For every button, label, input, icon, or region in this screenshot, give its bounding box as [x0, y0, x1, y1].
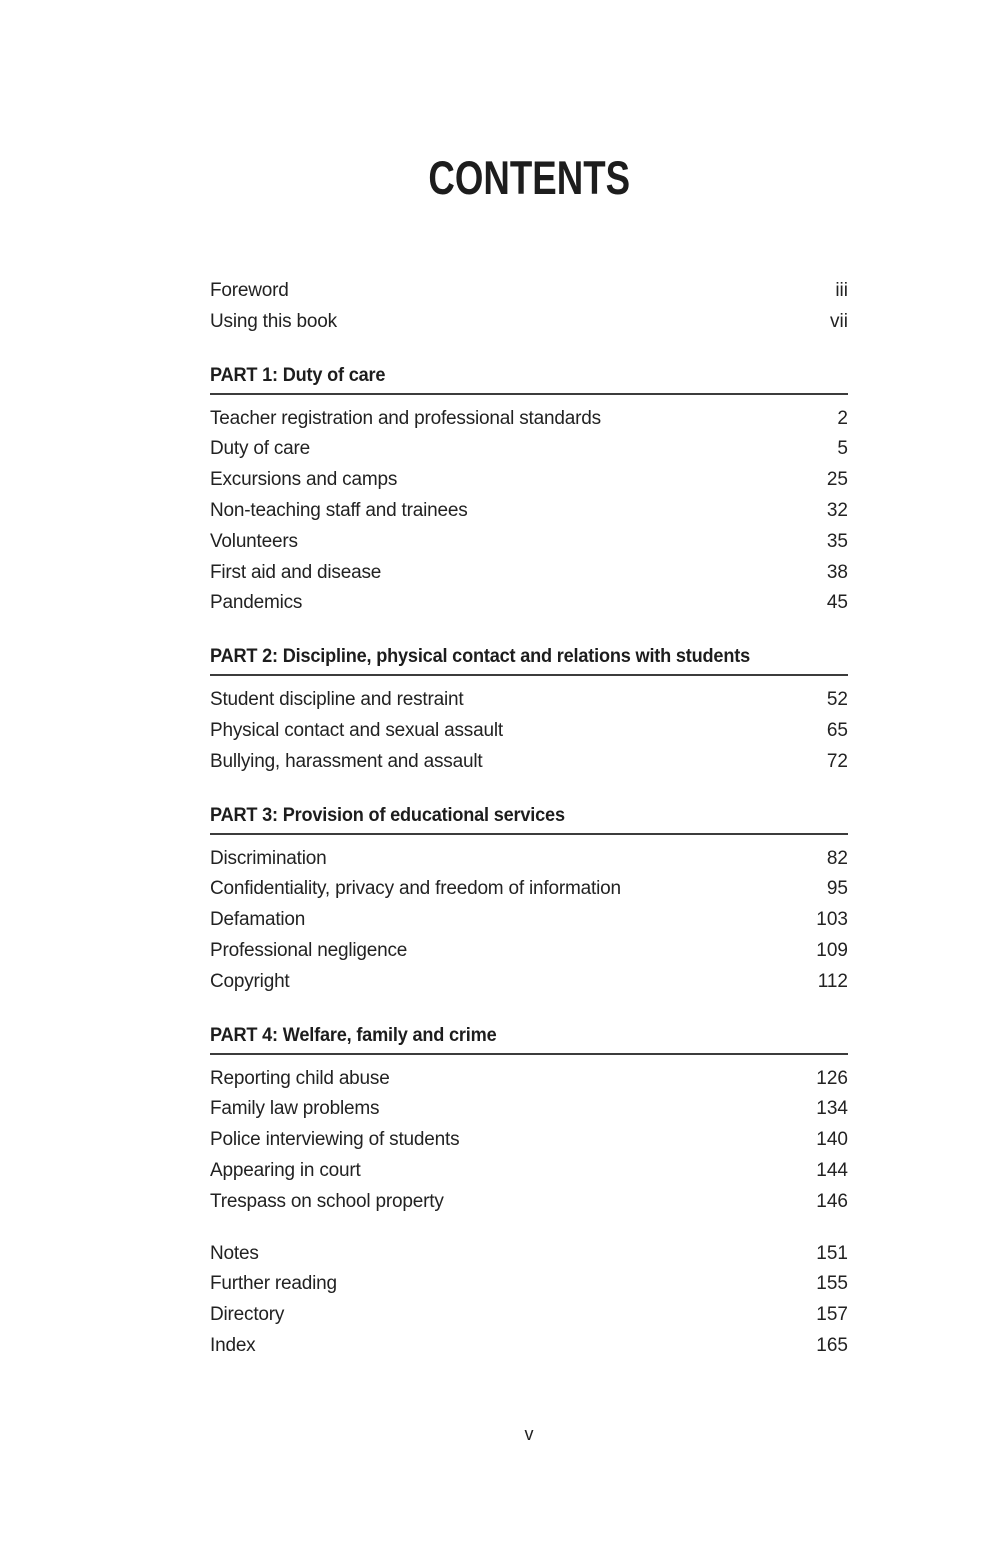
toc-entry-label: Bullying, harassment and assault — [210, 750, 483, 772]
toc-entry — [210, 1300, 848, 1331]
toc-entry-page-number: 32 — [826, 499, 848, 521]
toc-entry-label: Volunteers — [210, 530, 298, 552]
toc-entry-page-number: iii — [835, 280, 848, 301]
toc-entry — [210, 747, 848, 778]
toc-section — [210, 1023, 848, 1218]
section-entries — [210, 404, 848, 620]
toc-entry — [210, 1156, 848, 1187]
section-entries — [210, 844, 848, 998]
toc-entry-label: Using this book — [210, 310, 337, 332]
toc-entry-label: Teacher registration and professional standards — [210, 407, 601, 429]
toc-section — [210, 803, 848, 998]
toc-entry-label: Appearing in court — [210, 1159, 361, 1181]
toc-entry-label: Excursions and camps — [210, 469, 398, 491]
toc-entry-page-number: 52 — [826, 689, 848, 711]
toc-entry-label: Notes — [210, 1242, 259, 1264]
section-entries — [210, 685, 848, 777]
toc-entry — [210, 588, 848, 619]
toc-entry — [210, 276, 848, 307]
toc-entry-page-number: 144 — [816, 1159, 848, 1181]
sections-list — [210, 363, 848, 1218]
toc-entry-label: Copyright — [210, 970, 290, 992]
page-title-text: CONTENTS — [428, 151, 630, 204]
section-heading-text: PART 2: Discipline, physical contact and relations with students — [210, 645, 750, 668]
toc-entry-label: First aid and disease — [210, 561, 382, 583]
toc-entry-page-number: 65 — [826, 719, 848, 741]
section-heading-text: PART 4: Welfare, family and crime — [210, 1023, 497, 1046]
toc-entry — [210, 1187, 848, 1218]
toc-entry — [210, 936, 848, 967]
toc-entry-page-number: 157 — [816, 1304, 848, 1326]
section-entries — [210, 1064, 848, 1218]
toc-entry-page-number: 146 — [816, 1190, 848, 1212]
toc-entry-label: Discrimination — [210, 847, 327, 869]
page-folio: v — [524, 1424, 534, 1444]
toc-entry-page-number: 165 — [816, 1334, 848, 1356]
front-matter-list — [210, 276, 848, 338]
toc-entry-page-number: 72 — [826, 750, 848, 772]
toc-entry-label: Directory — [210, 1304, 285, 1326]
toc-entry-label: Pandemics — [210, 592, 303, 614]
toc-entry-page-number: 38 — [826, 561, 848, 583]
toc-entry — [210, 527, 848, 558]
toc-entry — [210, 844, 848, 875]
section-heading — [210, 803, 848, 835]
toc-entry-page-number: 25 — [826, 469, 848, 491]
toc-entry-label: Non-teaching staff and trainees — [210, 499, 468, 521]
toc-entry — [210, 685, 848, 716]
toc-entry-page-number: 95 — [826, 878, 848, 900]
section-heading — [210, 363, 848, 395]
toc-entry — [210, 905, 848, 936]
toc-entry — [210, 1125, 848, 1156]
page-title — [210, 0, 848, 204]
toc-entry-label: Physical contact and sexual assault — [210, 719, 503, 741]
toc-entry-label: Trespass on school property — [210, 1190, 444, 1212]
toc-entry — [210, 307, 848, 338]
toc-entry-page-number: 134 — [816, 1098, 848, 1120]
toc-entry — [210, 1269, 848, 1300]
toc-entry-label: Defamation — [210, 909, 306, 931]
toc-entry — [210, 1331, 848, 1362]
toc-entry-page-number: 2 — [837, 407, 848, 429]
toc-entry-page-number: 126 — [816, 1067, 848, 1089]
toc-entry-label: Professional negligence — [210, 939, 408, 961]
section-heading-text: PART 3: Provision of educational services — [210, 803, 565, 826]
toc-section — [210, 644, 848, 777]
toc-entry-label: Index — [210, 1334, 256, 1356]
toc-entry — [210, 434, 848, 465]
toc-entry — [210, 1064, 848, 1095]
toc-section — [210, 363, 848, 620]
toc-entry-label: Confidentiality, privacy and freedom of information — [210, 878, 621, 900]
toc-entry-page-number: 140 — [816, 1129, 848, 1151]
toc-entry — [210, 1094, 848, 1125]
toc-entry — [210, 465, 848, 496]
toc-entry — [210, 716, 848, 747]
toc-entry-page-number: 155 — [816, 1273, 848, 1295]
toc-entry-label: Reporting child abuse — [210, 1067, 390, 1089]
toc-entry-label: Police interviewing of students — [210, 1129, 460, 1151]
toc-entry — [210, 404, 848, 435]
section-heading-text: PART 1: Duty of care — [210, 363, 386, 386]
toc-entry — [210, 496, 848, 527]
toc-entry-label: Family law problems — [210, 1098, 380, 1120]
toc-entry-page-number: 82 — [826, 847, 848, 869]
toc-entry-page-number: 5 — [837, 438, 848, 460]
toc-entry-label: Foreword — [210, 280, 289, 301]
section-heading — [210, 1023, 848, 1055]
toc-entry-page-number: 109 — [816, 939, 848, 961]
toc-entry — [210, 967, 848, 998]
toc-entry — [210, 558, 848, 589]
section-heading — [210, 644, 848, 676]
toc-entry-page-number: vii — [830, 310, 848, 332]
toc-entry-label: Further reading — [210, 1273, 337, 1295]
contents-column — [210, 0, 848, 1362]
toc-entry-page-number: 112 — [817, 970, 848, 992]
toc-entry-page-number: 45 — [826, 592, 848, 614]
toc-entry-label: Duty of care — [210, 438, 311, 460]
toc-entry — [210, 874, 848, 905]
toc-entry — [210, 1239, 848, 1270]
toc-entry-page-number: 103 — [816, 909, 848, 931]
toc-entry-label: Student discipline and restraint — [210, 689, 464, 711]
toc-entry-page-number: 35 — [826, 530, 848, 552]
toc-entry-page-number: 151 — [816, 1242, 848, 1264]
back-matter-list — [210, 1239, 848, 1362]
